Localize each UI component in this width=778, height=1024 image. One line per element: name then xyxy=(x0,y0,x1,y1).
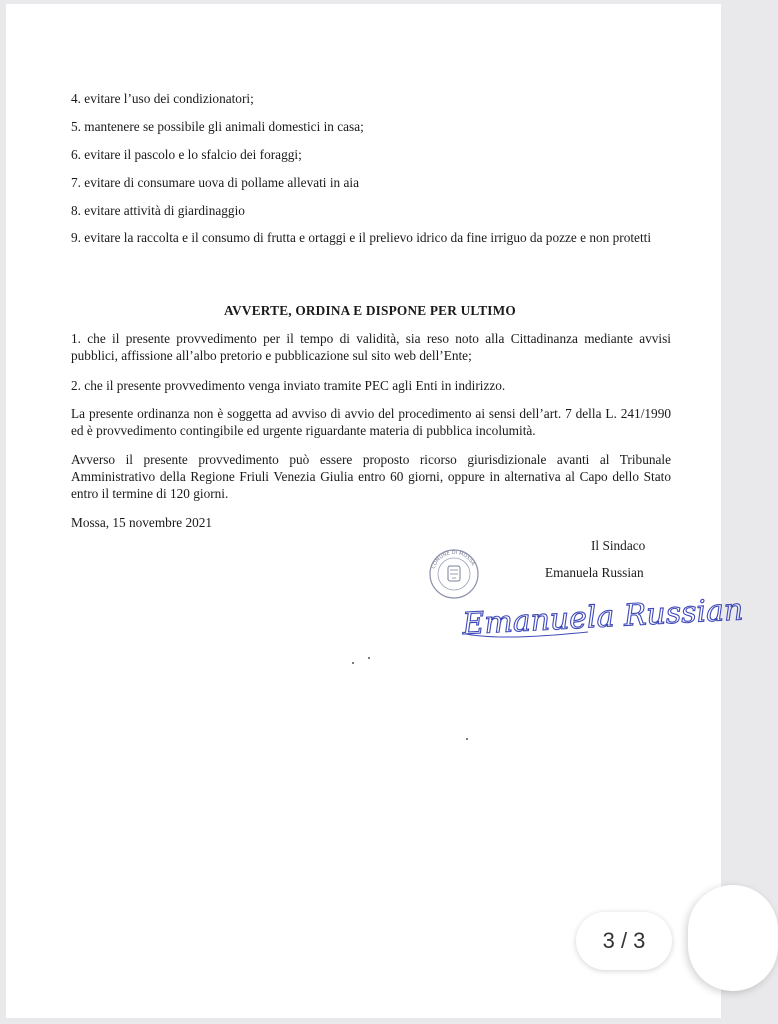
section-heading: AVVERTE, ORDINA E DISPONE PER ULTIMO xyxy=(224,303,516,318)
list-item: 6. evitare il pascolo e lo sfalcio dei foraggi; xyxy=(71,147,302,162)
paragraph: Avverso il presente provvedimento può essere proposto ricorso giurisdizionale avanti al Tribunale Amministrativo della Regione Friuli Venezia Giulia entro 60 giorni, oppure in alternativa al Capo dello Stato entro il termine di 120 giorni. xyxy=(71,452,671,501)
svg-text:COMUNE DI MOSSA: COMUNE DI MOSSA xyxy=(430,549,476,570)
scan-speck xyxy=(352,662,354,664)
signatory-name: Emanuela Russian xyxy=(545,565,644,580)
list-item: 9. evitare la raccolta e il consumo di frutta e ortaggi e il prelievo idrico da fine irriguo da pozze e non protetti xyxy=(71,230,652,245)
scan-speck xyxy=(466,738,468,740)
list-item: 7. evitare di consumare uova di pollame allevati in aia xyxy=(71,175,359,190)
svg-text:Emanuela Russian: Emanuela Russian xyxy=(461,592,745,643)
floating-action-button[interactable] xyxy=(688,885,778,991)
signatory-role: Il Sindaco xyxy=(591,538,646,553)
handwritten-signature xyxy=(458,578,745,648)
scan-speck xyxy=(368,657,370,659)
list-item: 8. evitare attività di giardinaggio xyxy=(71,203,245,218)
date-line: Mossa, 15 novembre 2021 xyxy=(71,515,213,530)
page-indicator[interactable]: 3 / 3 xyxy=(576,912,672,970)
list-item: 4. evitare l’uso dei condizionatori; xyxy=(71,91,254,106)
paragraph: 1. che il presente provvedimento per il tempo di validità, sia reso noto alla Cittadinanza mediante avvisi pubblici, affissione all’albo pretorio e pubblicazione sul sito web dell’Ente; xyxy=(71,331,671,363)
paragraph: La presente ordinanza non è soggetta ad avviso di avvio del procedimento ai sensi dell’art. 7 della L. 241/1990 ed è provvedimento contingibile ed urgente riguardante materia di pubblica incolumità. xyxy=(71,406,671,438)
list-item: 5. mantenere se possibile gli animali domestici in casa; xyxy=(71,119,364,134)
paragraph: 2. che il presente provvedimento venga inviato tramite PEC agli Enti in indirizzo. xyxy=(71,378,506,393)
